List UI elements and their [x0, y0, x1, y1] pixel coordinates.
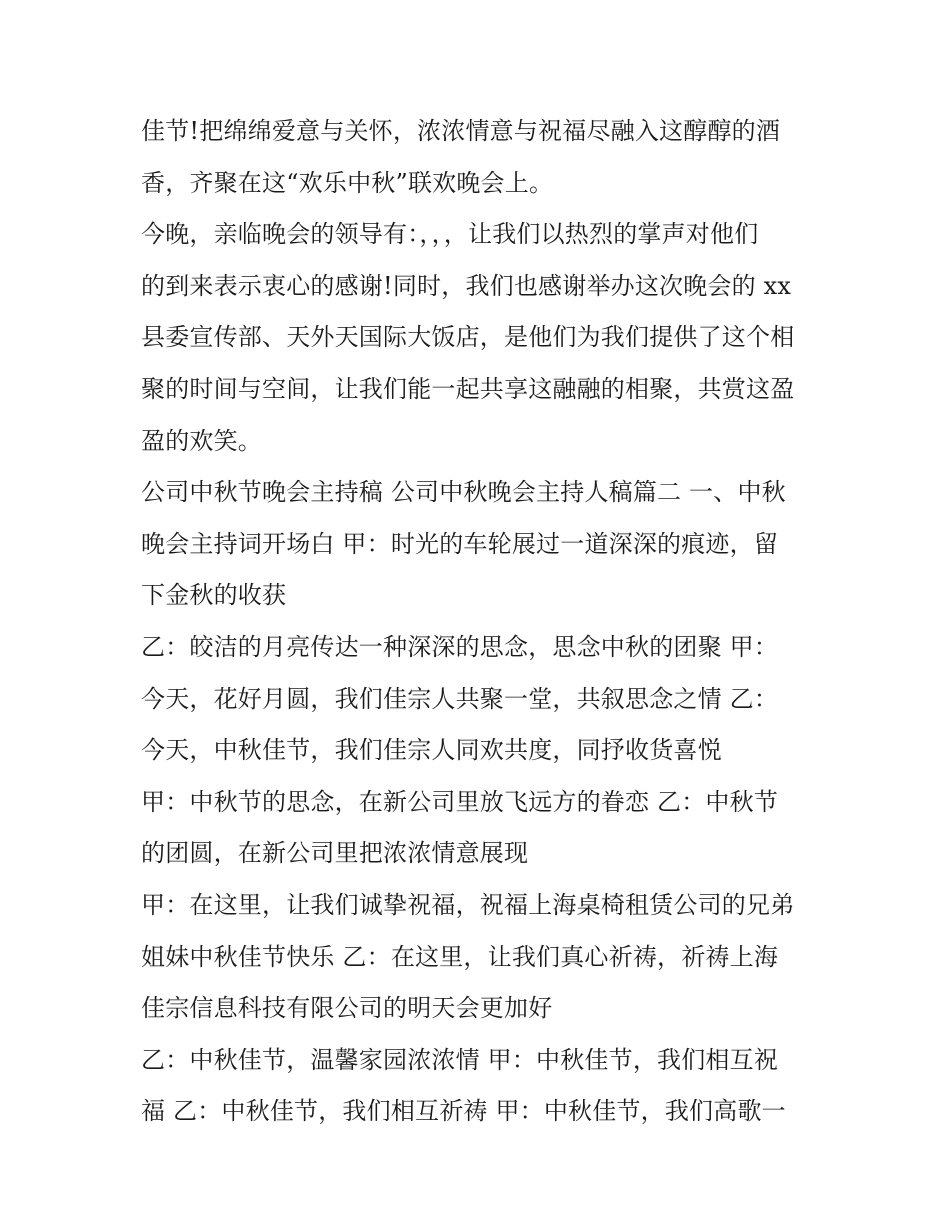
- text-line: 乙：皎洁的月亮传达一种深深的思念，思念中秋的团聚 甲：: [141, 632, 779, 661]
- text-line: 姐妹中秋佳节快乐 乙：在这里，让我们真心祈祷，祈祷上海: [141, 942, 779, 971]
- text-line: 甲：中秋节的思念，在新公司里放飞远方的眷恋 乙：中秋节: [141, 787, 779, 816]
- text-line: 晚会主持词开场白 甲：时光的车轮展过一道深深的痕迹，留: [141, 529, 779, 558]
- text-line: 公司中秋节晚会主持稿 公司中秋晚会主持人稿篇二 一、中秋: [141, 478, 786, 507]
- text-line: 县委宣传部、天外天国际大饭店，是他们为我们提供了这个相: [141, 323, 795, 352]
- text-line: 今天，花好月圆，我们佳宗人共聚一堂，共叙思念之情 乙：: [141, 684, 779, 713]
- text-line: 佳节!把绵绵爱意与关怀，浓浓情意与祝福尽融入这醇醇的酒: [141, 117, 781, 145]
- text-line: 福 乙：中秋佳节，我们相互祈祷 甲：中秋佳节，我们高歌一: [141, 1097, 786, 1126]
- text-line: 乙：中秋佳节，温馨家园浓浓情 甲：中秋佳节，我们相互祝: [141, 1045, 779, 1074]
- text-line: 盈的欢笑。: [141, 426, 262, 455]
- document-body: [141, 106, 821, 1138]
- text-line: 甲：在这里，让我们诚挚祝福，祝福上海桌椅租赁公司的兄弟: [141, 890, 795, 919]
- text-line: 的团圆，在新公司里把浓浓情意展现: [141, 839, 529, 868]
- text-line: 的到来表示衷心的感谢!同时，我们也感谢举办这次晚会的 xx: [141, 271, 792, 300]
- text-line: 下金秋的收获: [141, 581, 287, 610]
- text-line: 今天，中秋佳节，我们佳宗人同欢共度，同抒收货喜悦: [141, 736, 722, 765]
- text-line: 聚的时间与空间，让我们能一起共享这融融的相聚，共赏这盈: [141, 374, 795, 403]
- text-line: 佳宗信息科技有限公司的明天会更加好: [141, 994, 553, 1023]
- text-line: 今晚，亲临晚会的领导有：，，，让我们以热烈的掌声对他们: [141, 220, 759, 249]
- text-line: 香，齐聚在这“欢乐中秋”联欢晚会上。: [141, 168, 554, 197]
